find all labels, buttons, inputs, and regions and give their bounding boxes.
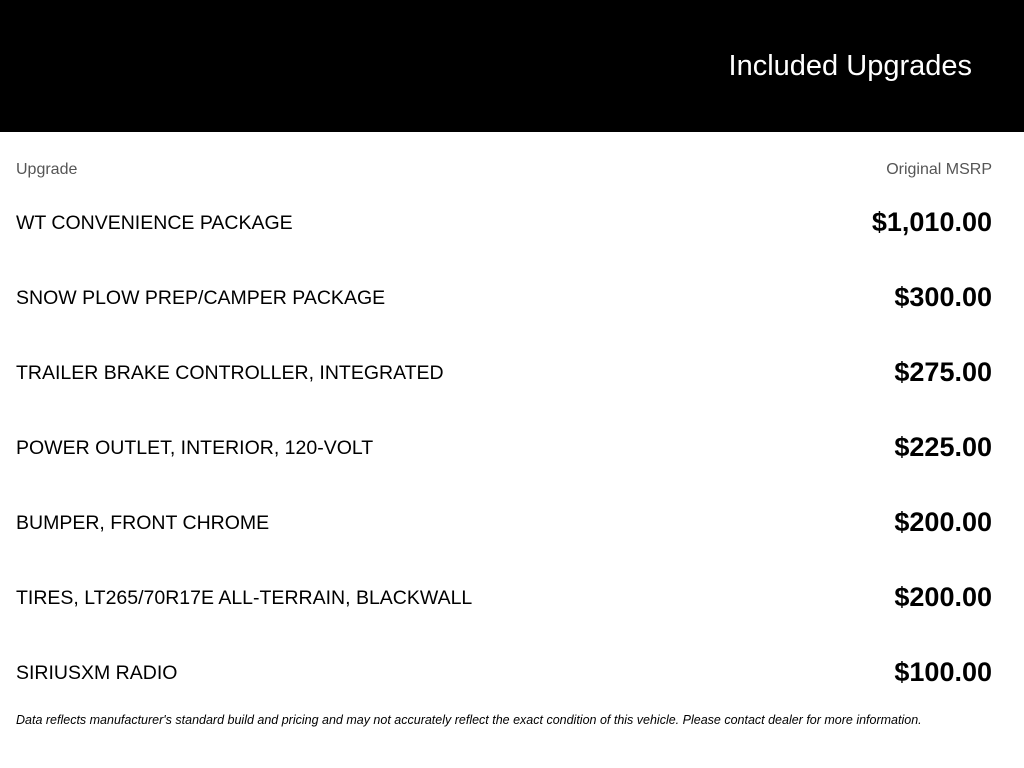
table-row bbox=[16, 352, 992, 392]
upgrade-price: $275.00 bbox=[894, 357, 992, 387]
upgrade-price: $300.00 bbox=[894, 282, 992, 312]
upgrade-name: TRAILER BRAKE CONTROLLER, INTEGRATED bbox=[16, 362, 444, 384]
table-row bbox=[16, 427, 992, 467]
upgrade-name: WT CONVENIENCE PACKAGE bbox=[16, 212, 293, 234]
column-header-msrp: Original MSRP bbox=[886, 161, 992, 178]
table-row bbox=[16, 652, 992, 692]
page-header bbox=[0, 0, 1024, 132]
table-row bbox=[16, 277, 992, 317]
table-row bbox=[16, 502, 992, 542]
disclaimer-text: Data reflects manufacturer's standard build and pricing and may not accurately reflect the exact condition of this vehicle. Please contact dealer for more information. bbox=[16, 713, 922, 727]
table-row bbox=[16, 577, 992, 617]
upgrade-name: POWER OUTLET, INTERIOR, 120-VOLT bbox=[16, 437, 374, 459]
table-row bbox=[16, 202, 992, 242]
upgrade-price: $200.00 bbox=[894, 507, 992, 537]
upgrade-price: $225.00 bbox=[894, 432, 992, 462]
upgrade-name: TIRES, LT265/70R17E ALL-TERRAIN, BLACKWALL bbox=[16, 587, 473, 609]
upgrade-price: $1,010.00 bbox=[871, 207, 992, 237]
upgrade-price: $100.00 bbox=[894, 657, 992, 687]
upgrade-name: BUMPER, FRONT CHROME bbox=[16, 512, 270, 534]
upgrade-name: SNOW PLOW PREP/CAMPER PACKAGE bbox=[16, 287, 386, 309]
upgrade-price: $200.00 bbox=[894, 582, 992, 612]
upgrade-name: SIRIUSXM RADIO bbox=[16, 662, 178, 684]
page-title: Included Upgrades bbox=[728, 50, 972, 82]
column-header-upgrade: Upgrade bbox=[16, 161, 78, 178]
